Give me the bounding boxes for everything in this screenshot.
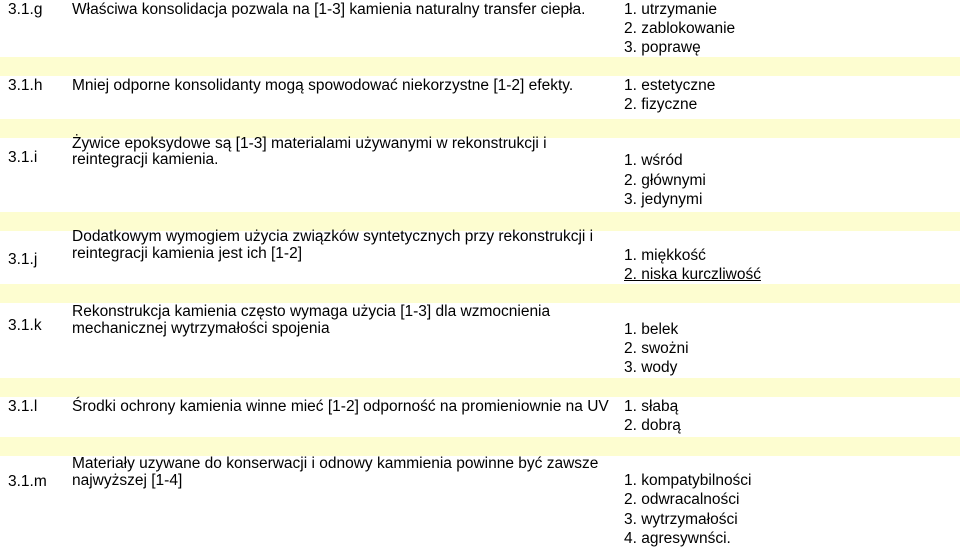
question-number: 3.1.j [8, 251, 38, 268]
question-text: reintegracji kamienia jest ich [1-2] [72, 245, 303, 262]
question-text: mechanicznej wytrzymałości spojenia [72, 320, 330, 337]
question-number: 3.1.m [8, 473, 47, 490]
separator-band [0, 378, 960, 397]
answer-option: 1. estetyczne [624, 77, 716, 94]
question-text: Mniej odporne konsolidanty mogą spowodować niekorzystne [1-2] efekty. [72, 77, 574, 94]
answer-option: 1. belek [624, 321, 679, 338]
question-text: Środki ochrony kamienia winne mieć [1-2] odporność na promieniownie na UV [72, 398, 609, 415]
question-text: Żywice epoksydowe są [1-3] materialami używanymi w rekonstrukcji i [72, 135, 547, 152]
question-text: Właściwa konsolidacja pozwala na [1-3] kamienia naturalny transfer ciepła. [72, 1, 586, 18]
answer-option: 3. wytrzymałości [624, 511, 738, 528]
question-number: 3.1.k [8, 317, 42, 334]
answer-option: 1. miękkość [624, 247, 706, 264]
question-number: 3.1.g [8, 1, 43, 18]
answer-option: 4. agresywnści. [624, 530, 731, 547]
answer-option: 2. swożni [624, 340, 689, 357]
answer-option: 1. słabą [624, 398, 679, 415]
question-text: Materiały uzywane do konserwacji i odnowy kammienia powinne być zawsze [72, 455, 599, 472]
separator-band [0, 284, 960, 303]
answer-option: 1. wśród [624, 152, 683, 169]
question-number: 3.1.l [8, 398, 38, 415]
question-number: 3.1.h [8, 77, 43, 94]
answer-option: 2. odwracalności [624, 491, 740, 508]
answer-option: 1. utrzymanie [624, 1, 718, 18]
question-text: najwyższej [1-4] [72, 472, 183, 489]
answer-option: 1. kompatybilności [624, 472, 752, 489]
answer-option: 2. fizyczne [624, 96, 698, 113]
separator-band [0, 57, 960, 76]
answer-option: 2. niska kurczliwość [624, 266, 761, 283]
question-number: 3.1.i [8, 149, 38, 166]
answer-option: 3. wody [624, 359, 678, 376]
answer-option: 2. głównymi [624, 172, 706, 189]
question-text: reintegracji kamienia. [72, 151, 219, 168]
answer-option: 3. jedynymi [624, 191, 703, 208]
answer-option: 2. zablokowanie [624, 20, 736, 37]
answer-option: 2. dobrą [624, 417, 681, 434]
question-text: Dodatkowym wymogiem użycia związków syntetycznych przy rekonstrukcji i [72, 228, 594, 245]
question-text: Rekonstrukcja kamienia często wymaga użycia [1-3] dla wzmocnienia [72, 303, 551, 320]
answer-option: 3. poprawę [624, 39, 701, 56]
